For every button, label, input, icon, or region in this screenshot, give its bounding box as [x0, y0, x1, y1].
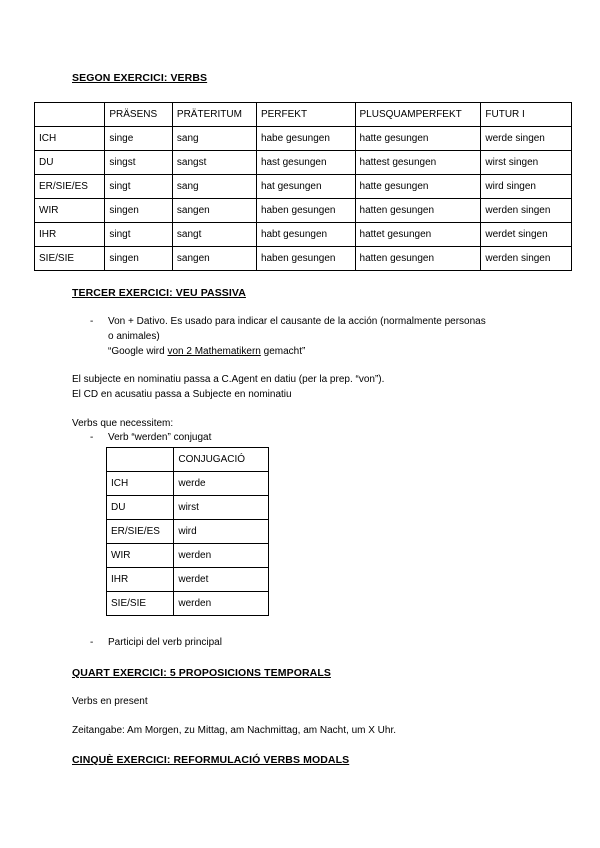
werden-row	[107, 568, 269, 592]
example-prefix: “Google wird	[108, 346, 168, 357]
verbs-row	[35, 127, 572, 151]
bullet-dash: -	[90, 432, 94, 443]
example-suffix: gemacht”	[260, 346, 306, 357]
werden-row	[107, 544, 269, 568]
verbs-row	[35, 175, 572, 199]
verbs-header-cell: PRÄTERITUM	[172, 103, 256, 127]
verbs-cell: SIE/SIE	[35, 247, 105, 271]
werden-header-row	[107, 448, 269, 472]
werden-cell: wird	[174, 520, 269, 544]
section2-heading: SEGON EXERCICI: VERBS	[72, 72, 208, 84]
bullet-dash: -	[90, 316, 94, 327]
section5-heading: CINQUÈ EXERCICI: REFORMULACIÓ VERBS MODALS	[72, 754, 350, 766]
passive-bullet-line2: o animales)	[108, 331, 160, 342]
verbs-row	[35, 247, 572, 271]
section4-heading: QUART EXERCICI: 5 PROPOSICIONS TEMPORALS	[72, 667, 331, 679]
verbs-header-cell: PLUSQUAMPERFEKT	[355, 103, 481, 127]
verbs-cell: hat gesungen	[256, 175, 355, 199]
verbs-cell: singen	[105, 199, 173, 223]
example-agent: von 2 Mathematikern	[167, 346, 261, 357]
section3-heading: TERCER EXERCICI: VEU PASSIVA	[72, 287, 246, 299]
verbs-cell: haben gesungen	[256, 247, 355, 271]
verbs-cell: singt	[105, 175, 173, 199]
verbs-cell: sangen	[172, 247, 256, 271]
verbs-cell: habt gesungen	[256, 223, 355, 247]
verbs-needed-label: Verbs que necessitem:	[72, 418, 174, 429]
verbs-cell: singe	[105, 127, 173, 151]
verbs-cell: hatten gesungen	[355, 247, 481, 271]
verbs-cell: ICH	[35, 127, 105, 151]
werden-cell: SIE/SIE	[107, 592, 174, 616]
section4-line1: Verbs en present	[72, 696, 148, 707]
verbs-row	[35, 199, 572, 223]
verbs-cell: DU	[35, 151, 105, 175]
verbs-cell: sang	[172, 175, 256, 199]
verbs-cell: sangt	[172, 223, 256, 247]
passive-example	[108, 346, 305, 358]
participle-bullet: Participi del verb principal	[108, 637, 222, 648]
verbs-cell: WIR	[35, 199, 105, 223]
verbs-cell: sangst	[172, 151, 256, 175]
verbs-cell: werden singen	[481, 247, 572, 271]
werden-row	[107, 472, 269, 496]
verbs-cell: sang	[172, 127, 256, 151]
werden-cell: DU	[107, 496, 174, 520]
bullet-dash: -	[90, 637, 94, 648]
verbs-cell: werdet singen	[481, 223, 572, 247]
verbs-cell: habe gesungen	[256, 127, 355, 151]
verbs-cell: singt	[105, 223, 173, 247]
werden-row	[107, 520, 269, 544]
werden-cell: werde	[174, 472, 269, 496]
verbs-header-cell: PERFEKT	[256, 103, 355, 127]
verbs-header-cell: PRÄSENS	[105, 103, 173, 127]
werden-row	[107, 496, 269, 520]
verbs-cell: singen	[105, 247, 173, 271]
passive-bullet-line1: Von + Dativo. Es usado para indicar el causante de la acción (normalmente personas	[108, 316, 486, 327]
werden-bullet: Verb “werden” conjugat	[108, 432, 212, 443]
werden-cell: werden	[174, 544, 269, 568]
verbs-row	[35, 151, 572, 175]
verbs-cell: wirst singen	[481, 151, 572, 175]
verbs-header-cell	[35, 103, 105, 127]
passive-rule-line1: El subjecte en nominatiu passa a C.Agent en datiu (per la prep. “von”).	[72, 374, 385, 385]
werden-table	[106, 447, 269, 616]
verbs-header-row	[35, 103, 572, 127]
section4-line2: Zeitangabe: Am Morgen, zu Mittag, am Nachmittag, am Nacht, um X Uhr.	[72, 725, 397, 736]
verbs-cell: ER/SIE/ES	[35, 175, 105, 199]
werden-cell: werden	[174, 592, 269, 616]
werden-cell: ER/SIE/ES	[107, 520, 174, 544]
verbs-cell: hatte gesungen	[355, 127, 481, 151]
verbs-cell: werden singen	[481, 199, 572, 223]
werden-cell: IHR	[107, 568, 174, 592]
verbs-table	[34, 102, 572, 271]
verbs-cell: hast gesungen	[256, 151, 355, 175]
passive-rule-line2: El CD en acusatiu passa a Subjecte en nominatiu	[72, 389, 292, 400]
verbs-cell: hatte gesungen	[355, 175, 481, 199]
verbs-cell: singst	[105, 151, 173, 175]
werden-cell: WIR	[107, 544, 174, 568]
werden-header-cell: CONJUGACIÓ	[174, 448, 269, 472]
werden-cell: werdet	[174, 568, 269, 592]
werden-cell: wirst	[174, 496, 269, 520]
verbs-header-cell: FUTUR I	[481, 103, 572, 127]
werden-cell: ICH	[107, 472, 174, 496]
verbs-cell: IHR	[35, 223, 105, 247]
verbs-cell: hattet gesungen	[355, 223, 481, 247]
verbs-cell: sangen	[172, 199, 256, 223]
verbs-cell: haben gesungen	[256, 199, 355, 223]
verbs-cell: wird singen	[481, 175, 572, 199]
verbs-cell: hatten gesungen	[355, 199, 481, 223]
werden-row	[107, 592, 269, 616]
verbs-cell: hattest gesungen	[355, 151, 481, 175]
verbs-cell: werde singen	[481, 127, 572, 151]
werden-header-cell	[107, 448, 174, 472]
verbs-row	[35, 223, 572, 247]
